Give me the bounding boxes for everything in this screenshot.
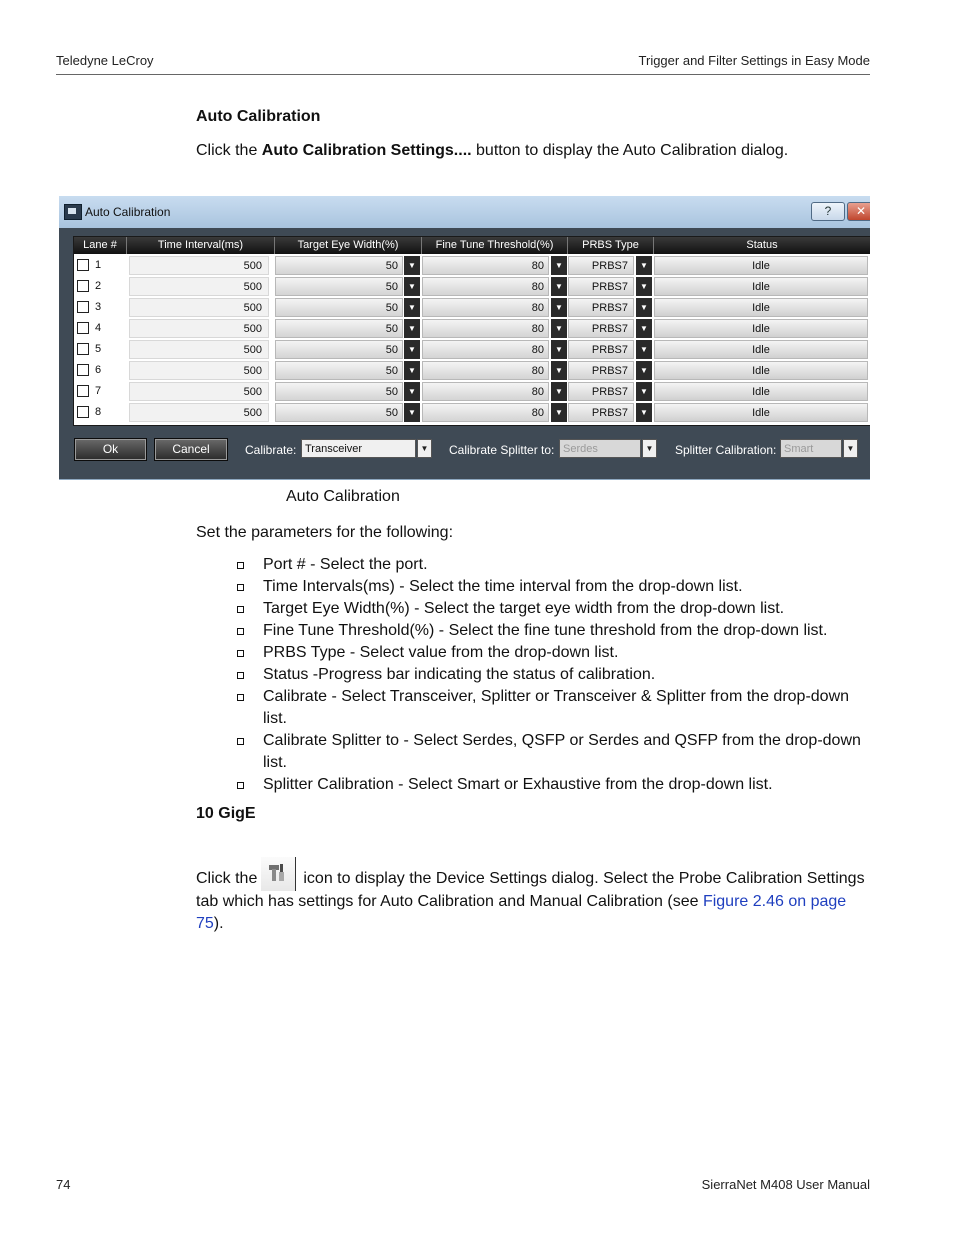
target-eye-width-select[interactable]: 50 bbox=[275, 340, 403, 359]
chevron-down-icon[interactable]: ▼ bbox=[551, 403, 567, 422]
checkbox-bullet-icon bbox=[237, 562, 244, 569]
calibrate-splitter-to-label: Calibrate Splitter to: bbox=[449, 443, 555, 457]
time-interval-input[interactable]: 500 bbox=[129, 277, 269, 296]
page-header-left: Teledyne LeCroy bbox=[56, 53, 154, 68]
chevron-down-icon[interactable]: ▼ bbox=[551, 340, 567, 359]
target-eye-width-select[interactable]: 50 bbox=[275, 298, 403, 317]
prbs-type-select[interactable]: PRBS7 bbox=[568, 361, 634, 380]
list-item bbox=[236, 686, 876, 730]
figure-caption: Auto Calibration bbox=[286, 488, 400, 505]
time-interval-input[interactable]: 500 bbox=[129, 403, 269, 422]
chevron-down-icon[interactable]: ▼ bbox=[404, 382, 420, 401]
checkbox-bullet-icon bbox=[237, 650, 244, 657]
page-header-right: Trigger and Filter Settings in Easy Mode bbox=[638, 53, 870, 68]
chevron-down-icon[interactable]: ▼ bbox=[551, 298, 567, 317]
table-row bbox=[74, 276, 870, 297]
chevron-down-icon[interactable]: ▼ bbox=[636, 361, 652, 380]
status-progress: Idle bbox=[654, 361, 868, 380]
list-item bbox=[236, 642, 876, 664]
section-title-10-gige: 10 GigE bbox=[196, 805, 256, 822]
chevron-down-icon[interactable]: ▼ bbox=[636, 319, 652, 338]
time-interval-input[interactable]: 500 bbox=[129, 256, 269, 275]
chevron-down-icon[interactable]: ▼ bbox=[636, 382, 652, 401]
chevron-down-icon[interactable]: ▼ bbox=[843, 439, 858, 458]
status-progress: Idle bbox=[654, 298, 868, 317]
chevron-down-icon[interactable]: ▼ bbox=[551, 382, 567, 401]
list-item bbox=[236, 554, 876, 576]
splitter-calibration-select[interactable]: Smart bbox=[780, 439, 842, 458]
chevron-down-icon[interactable]: ▼ bbox=[636, 403, 652, 422]
lane-checkbox[interactable] bbox=[77, 322, 89, 334]
intro-bold: Auto Calibration Settings.... bbox=[261, 142, 472, 159]
col-lane[interactable]: Lane # bbox=[74, 237, 127, 254]
auto-calibration-dialog bbox=[59, 196, 870, 480]
lane-cell bbox=[76, 340, 126, 359]
chevron-down-icon[interactable]: ▼ bbox=[404, 319, 420, 338]
checkbox-bullet-icon bbox=[237, 628, 244, 635]
lane-cell bbox=[76, 298, 126, 317]
status-progress: Idle bbox=[654, 340, 868, 359]
gige-text-pre: Click the bbox=[196, 870, 258, 887]
dialog-bottom-bar bbox=[59, 432, 870, 472]
gige-text-end: ). bbox=[213, 915, 224, 932]
dialog-title: Auto Calibration bbox=[85, 205, 171, 219]
time-interval-input[interactable]: 500 bbox=[129, 382, 269, 401]
lane-number: 3 bbox=[95, 301, 102, 313]
lane-number: 4 bbox=[95, 322, 102, 334]
target-eye-width-select[interactable]: 50 bbox=[275, 361, 403, 380]
cancel-button[interactable]: Cancel bbox=[154, 438, 228, 461]
table-row bbox=[74, 255, 870, 276]
close-button[interactable]: ✕ bbox=[847, 202, 870, 221]
chevron-down-icon[interactable]: ▼ bbox=[551, 256, 567, 275]
col-target-eye-width[interactable]: Target Eye Width(%) bbox=[275, 237, 422, 254]
lane-checkbox[interactable] bbox=[77, 406, 89, 418]
table-row bbox=[74, 318, 870, 339]
lane-checkbox[interactable] bbox=[77, 364, 89, 376]
lane-cell bbox=[76, 382, 126, 401]
calibrate-splitter-to-select[interactable]: Serdes bbox=[559, 439, 641, 458]
lane-checkbox[interactable] bbox=[77, 259, 89, 271]
calibrate-label: Calibrate: bbox=[245, 443, 297, 457]
splitter-calibration-label: Splitter Calibration: bbox=[675, 443, 777, 457]
target-eye-width-select[interactable]: 50 bbox=[275, 382, 403, 401]
table-row bbox=[74, 402, 870, 423]
list-item bbox=[236, 730, 876, 774]
table-row bbox=[74, 297, 870, 318]
target-eye-width-select[interactable]: 50 bbox=[275, 403, 403, 422]
chevron-down-icon[interactable]: ▼ bbox=[642, 439, 657, 458]
dialog-titlebar bbox=[59, 196, 870, 228]
chevron-down-icon[interactable]: ▼ bbox=[636, 340, 652, 359]
status-progress: Idle bbox=[654, 403, 868, 422]
status-progress: Idle bbox=[654, 319, 868, 338]
wrench-screwdriver-icon bbox=[266, 861, 290, 885]
lane-cell bbox=[76, 403, 126, 422]
list-item bbox=[236, 620, 876, 642]
intro-pre: Click the bbox=[196, 142, 262, 159]
prbs-type-select[interactable]: PRBS7 bbox=[568, 403, 634, 422]
fine-tune-threshold-select[interactable]: 80 bbox=[422, 277, 549, 296]
target-eye-width-select[interactable]: 50 bbox=[275, 277, 403, 296]
list-item bbox=[236, 664, 876, 686]
fine-tune-threshold-select[interactable]: 80 bbox=[422, 298, 549, 317]
params-intro: Set the parameters for the following: bbox=[196, 524, 454, 541]
fine-tune-threshold-select[interactable]: 80 bbox=[422, 340, 549, 359]
chevron-down-icon[interactable]: ▼ bbox=[404, 298, 420, 317]
lane-cell bbox=[76, 319, 126, 338]
fine-tune-threshold-select[interactable]: 80 bbox=[422, 256, 549, 275]
chevron-down-icon[interactable]: ▼ bbox=[404, 403, 420, 422]
intro-post: button to display the Auto Calibration dialog. bbox=[471, 142, 789, 159]
figure-link[interactable]: Figure 2.46 on page 75 bbox=[196, 893, 847, 932]
prbs-type-select[interactable]: PRBS7 bbox=[568, 340, 634, 359]
chevron-down-icon[interactable]: ▼ bbox=[636, 298, 652, 317]
lane-number: 8 bbox=[95, 406, 102, 418]
time-interval-input[interactable]: 500 bbox=[129, 340, 269, 359]
calibrate-select[interactable]: Transceiver bbox=[301, 439, 416, 458]
target-eye-width-select[interactable]: 50 bbox=[275, 256, 403, 275]
chevron-down-icon[interactable]: ▼ bbox=[404, 361, 420, 380]
lane-number: 1 bbox=[95, 259, 102, 271]
manual-title: SierraNet M408 User Manual bbox=[701, 1177, 870, 1192]
list-item-text: Calibrate Splitter to - Select Serdes, QSFP or Serdes and QSFP from the drop-down list. bbox=[263, 732, 861, 771]
checkbox-bullet-icon bbox=[237, 672, 244, 679]
table-row bbox=[74, 339, 870, 360]
lane-cell bbox=[76, 277, 126, 296]
list-item-text: Time Intervals(ms) - Select the time interval from the drop-down list. bbox=[263, 578, 743, 595]
status-progress: Idle bbox=[654, 382, 868, 401]
list-item-text: Status -Progress bar indicating the status of calibration. bbox=[263, 666, 656, 683]
fine-tune-threshold-select[interactable]: 80 bbox=[422, 319, 549, 338]
lane-cell bbox=[76, 361, 126, 380]
status-progress: Idle bbox=[654, 277, 868, 296]
prbs-type-select[interactable]: PRBS7 bbox=[568, 277, 634, 296]
gige-paragraph bbox=[196, 857, 876, 935]
lane-checkbox[interactable] bbox=[77, 280, 89, 292]
list-item-text: Splitter Calibration - Select Smart or Exhaustive from the drop-down list. bbox=[263, 776, 773, 793]
ok-button[interactable]: Ok bbox=[74, 438, 147, 461]
chevron-down-icon[interactable]: ▼ bbox=[551, 361, 567, 380]
list-item-text: Target Eye Width(%) - Select the target eye width from the drop-down list. bbox=[263, 600, 785, 617]
chevron-down-icon[interactable]: ▼ bbox=[551, 319, 567, 338]
chevron-down-icon[interactable]: ▼ bbox=[636, 256, 652, 275]
lane-grid bbox=[73, 236, 870, 426]
col-fine-tune-threshold[interactable]: Fine Tune Threshold(%) bbox=[422, 237, 568, 254]
prbs-type-select[interactable]: PRBS7 bbox=[568, 256, 634, 275]
fine-tune-threshold-select[interactable]: 80 bbox=[422, 361, 549, 380]
section-title-auto-calibration: Auto Calibration bbox=[196, 108, 321, 125]
list-item-text: PRBS Type - Select value from the drop-down list. bbox=[263, 644, 619, 661]
chevron-down-icon[interactable]: ▼ bbox=[417, 439, 432, 458]
lane-number: 2 bbox=[95, 280, 102, 292]
parameter-list bbox=[236, 554, 876, 796]
col-time-interval[interactable]: Time Interval(ms) bbox=[127, 237, 275, 254]
status-progress: Idle bbox=[654, 256, 868, 275]
chevron-down-icon[interactable]: ▼ bbox=[404, 277, 420, 296]
prbs-type-select[interactable]: PRBS7 bbox=[568, 319, 634, 338]
checkbox-bullet-icon bbox=[237, 694, 244, 701]
list-item-text: Port # - Select the port. bbox=[263, 556, 428, 573]
prbs-type-select[interactable]: PRBS7 bbox=[568, 298, 634, 317]
checkbox-bullet-icon bbox=[237, 584, 244, 591]
checkbox-bullet-icon bbox=[237, 738, 244, 745]
table-row bbox=[74, 360, 870, 381]
device-settings-icon[interactable] bbox=[261, 857, 299, 891]
fine-tune-threshold-select[interactable]: 80 bbox=[422, 403, 549, 422]
lane-number: 6 bbox=[95, 364, 102, 376]
time-interval-input[interactable]: 500 bbox=[129, 361, 269, 380]
lane-number: 5 bbox=[95, 343, 102, 355]
lane-checkbox[interactable] bbox=[77, 301, 89, 313]
table-row bbox=[74, 381, 870, 402]
checkbox-bullet-icon bbox=[237, 606, 244, 613]
fine-tune-threshold-select[interactable]: 80 bbox=[422, 382, 549, 401]
chevron-down-icon[interactable]: ▼ bbox=[636, 277, 652, 296]
lane-cell bbox=[76, 256, 126, 275]
app-icon bbox=[64, 204, 82, 220]
help-button[interactable]: ? bbox=[811, 202, 845, 221]
lane-number: 7 bbox=[95, 385, 102, 397]
lane-checkbox[interactable] bbox=[77, 343, 89, 355]
list-item-text: Calibrate - Select Transceiver, Splitter or Transceiver & Splitter from the drop-down list. bbox=[263, 688, 850, 727]
time-interval-input[interactable]: 500 bbox=[129, 319, 269, 338]
lane-checkbox[interactable] bbox=[77, 385, 89, 397]
list-item-text: Fine Tune Threshold(%) - Select the fine tune threshold from the drop-down list. bbox=[263, 622, 828, 639]
list-item bbox=[236, 576, 876, 598]
chevron-down-icon[interactable]: ▼ bbox=[404, 340, 420, 359]
header-rule bbox=[56, 74, 870, 75]
gige-text-post: icon to display the Device Settings dialog. Select the Probe Calibration Settings tab which has settings for Auto Calibration and Manual Calibration (see bbox=[196, 870, 865, 910]
grid-header bbox=[74, 237, 870, 254]
chevron-down-icon[interactable]: ▼ bbox=[404, 256, 420, 275]
auto-calibration-intro bbox=[196, 140, 788, 162]
target-eye-width-select[interactable]: 50 bbox=[275, 319, 403, 338]
list-item bbox=[236, 774, 876, 796]
page-number: 74 bbox=[56, 1177, 71, 1192]
checkbox-bullet-icon bbox=[237, 782, 244, 789]
col-status[interactable]: Status bbox=[746, 239, 778, 251]
chevron-down-icon[interactable]: ▼ bbox=[551, 277, 567, 296]
prbs-type-select[interactable]: PRBS7 bbox=[568, 382, 634, 401]
col-prbs-type[interactable]: PRBS Type bbox=[568, 237, 654, 254]
time-interval-input[interactable]: 500 bbox=[129, 298, 269, 317]
list-item bbox=[236, 598, 876, 620]
